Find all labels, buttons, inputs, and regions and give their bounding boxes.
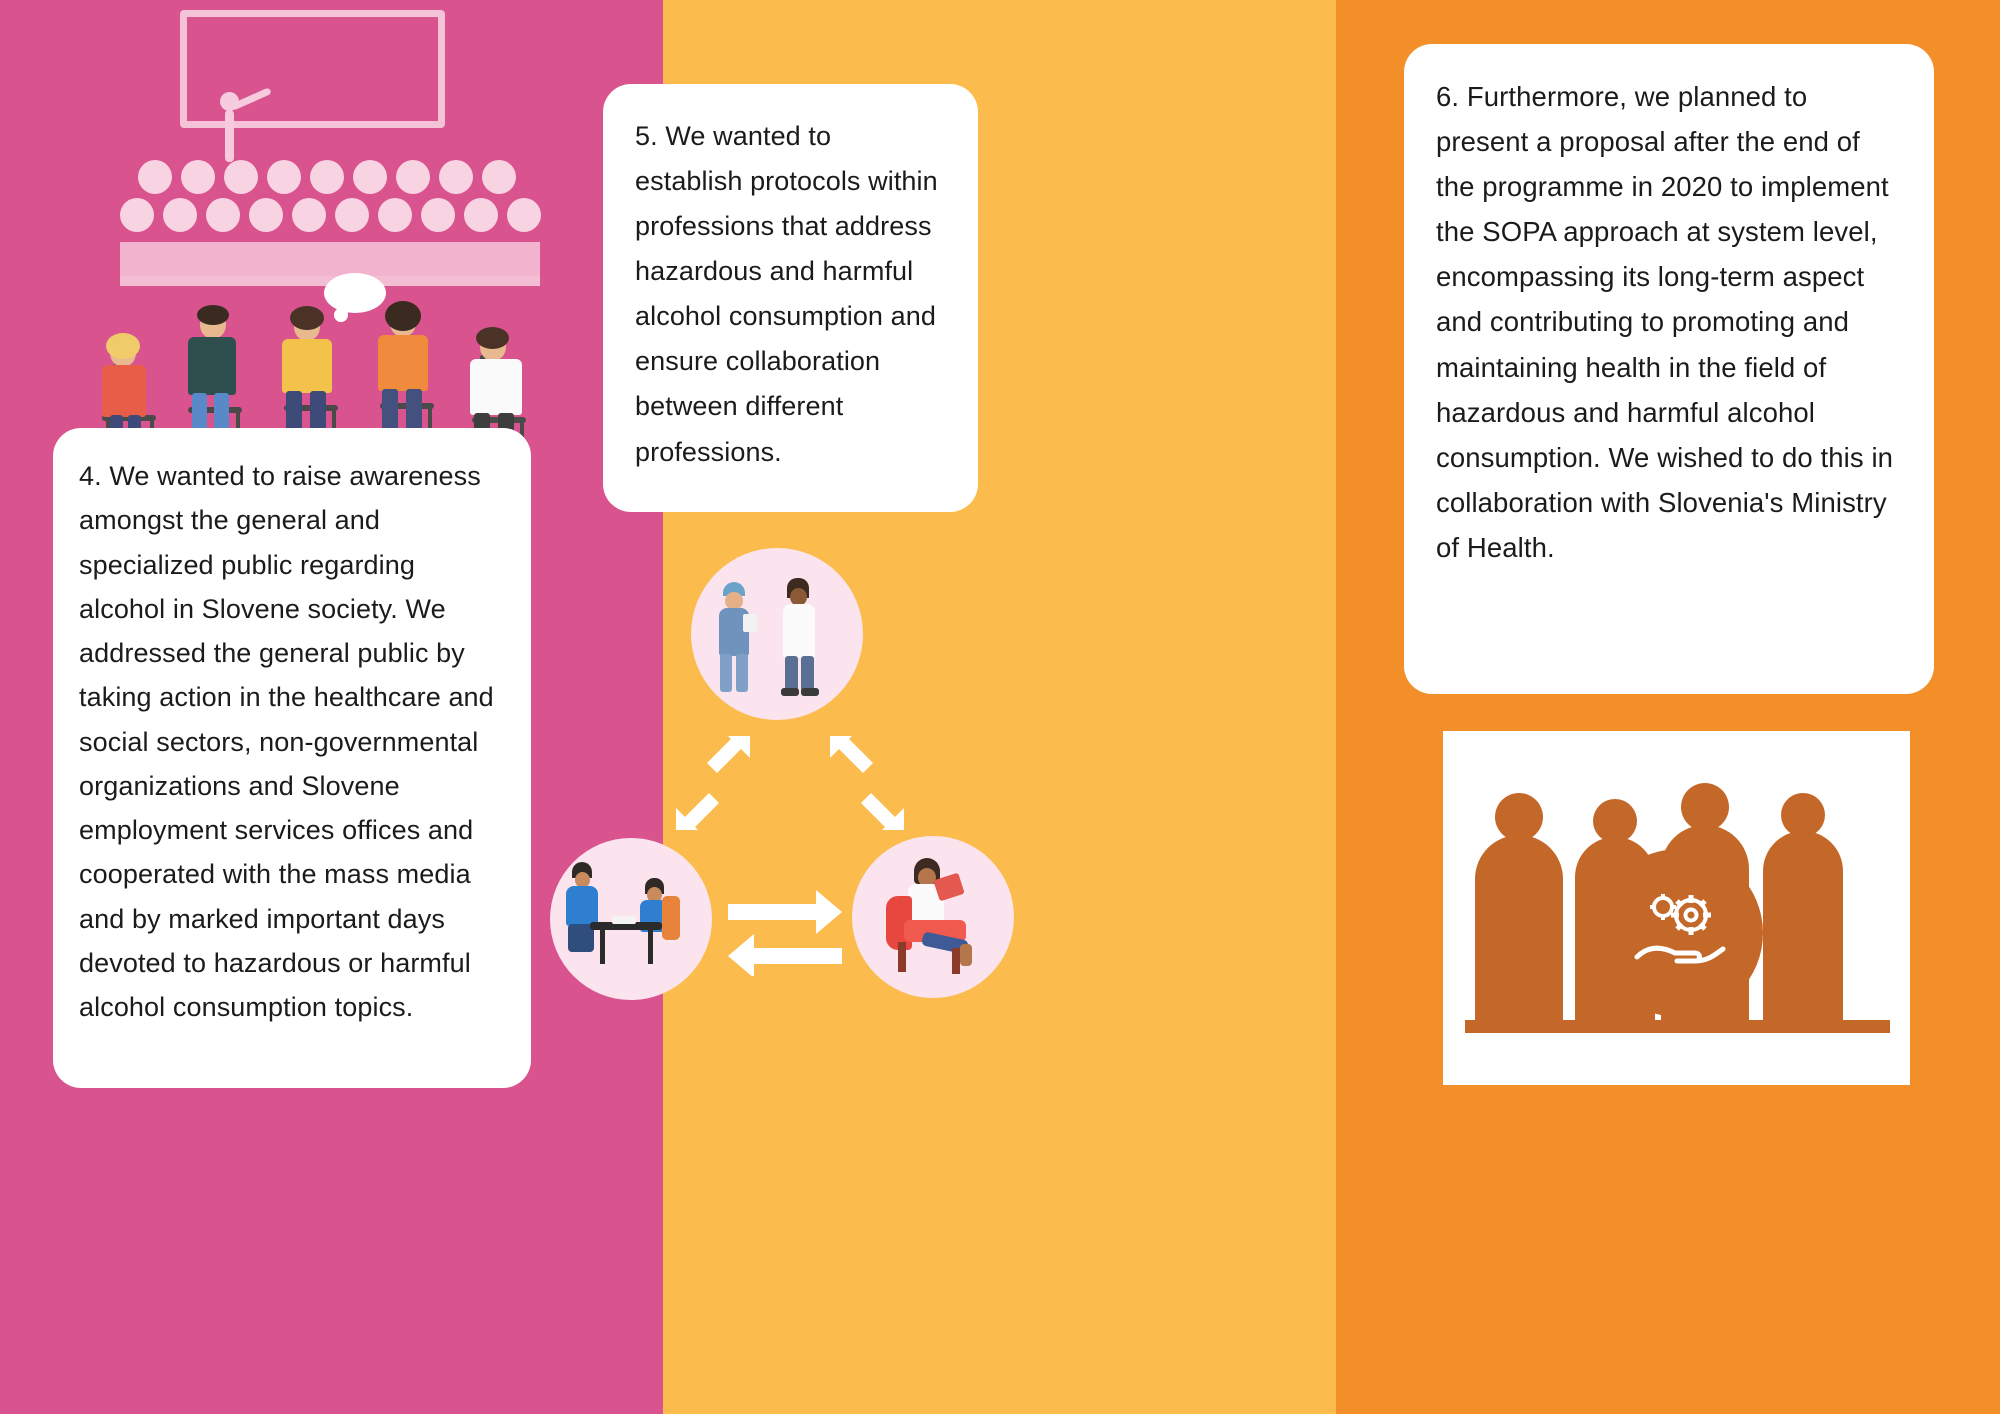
ground-line xyxy=(1465,1020,1890,1033)
audience-illustration xyxy=(120,160,550,280)
ministry-collaboration-illustration xyxy=(1443,731,1910,1085)
lecture-hall-illustration xyxy=(120,0,550,280)
arrow-top-left-icon xyxy=(658,728,768,838)
objective-6-text: 6. Furthermore, we planned to present a proposal after the end of the programme in 2020 to implement the SOPA approach at system level, encompassing its long-term aspect and contributing to promoting and maintaining health in the field of hazardous and harmful alcohol consumption. We wished to do this in collaboration with Slovenia's Ministry of Health. xyxy=(1436,81,1894,563)
speaker-body-icon xyxy=(225,110,234,162)
objective-5-text: 5. We wanted to establish protocols within professions that address hazardous and harmful alcohol consumption and ensure collaboration between different professions. xyxy=(635,121,938,467)
objective-4-text: 4. We wanted to raise awareness amongst the general and specialized public regarding alcohol in Slovene society. We addressed the general public by taking action in the healthcare and social sectors, non-governmental organizations and Slovene employment services offices and cooperated with the mass media and by marked important days devoted to hazardous or harmful alcohol consumption topics. xyxy=(79,461,494,1023)
woman-reading-illustration xyxy=(852,836,1014,998)
hand-with-gears-icon xyxy=(1595,849,1763,1017)
objective-6-card xyxy=(1404,44,1934,694)
whiteboard-icon xyxy=(180,10,445,128)
speech-bubble-icon xyxy=(324,273,386,313)
objective-5-card xyxy=(603,84,978,512)
arrow-horizontal-icon xyxy=(720,886,850,976)
collaboration-cycle-illustration xyxy=(540,548,1040,1018)
healthcare-workers-illustration xyxy=(691,548,863,720)
counselling-session-illustration xyxy=(550,838,712,1000)
arrow-top-right-icon xyxy=(812,728,922,838)
objective-4-card xyxy=(53,428,531,1088)
